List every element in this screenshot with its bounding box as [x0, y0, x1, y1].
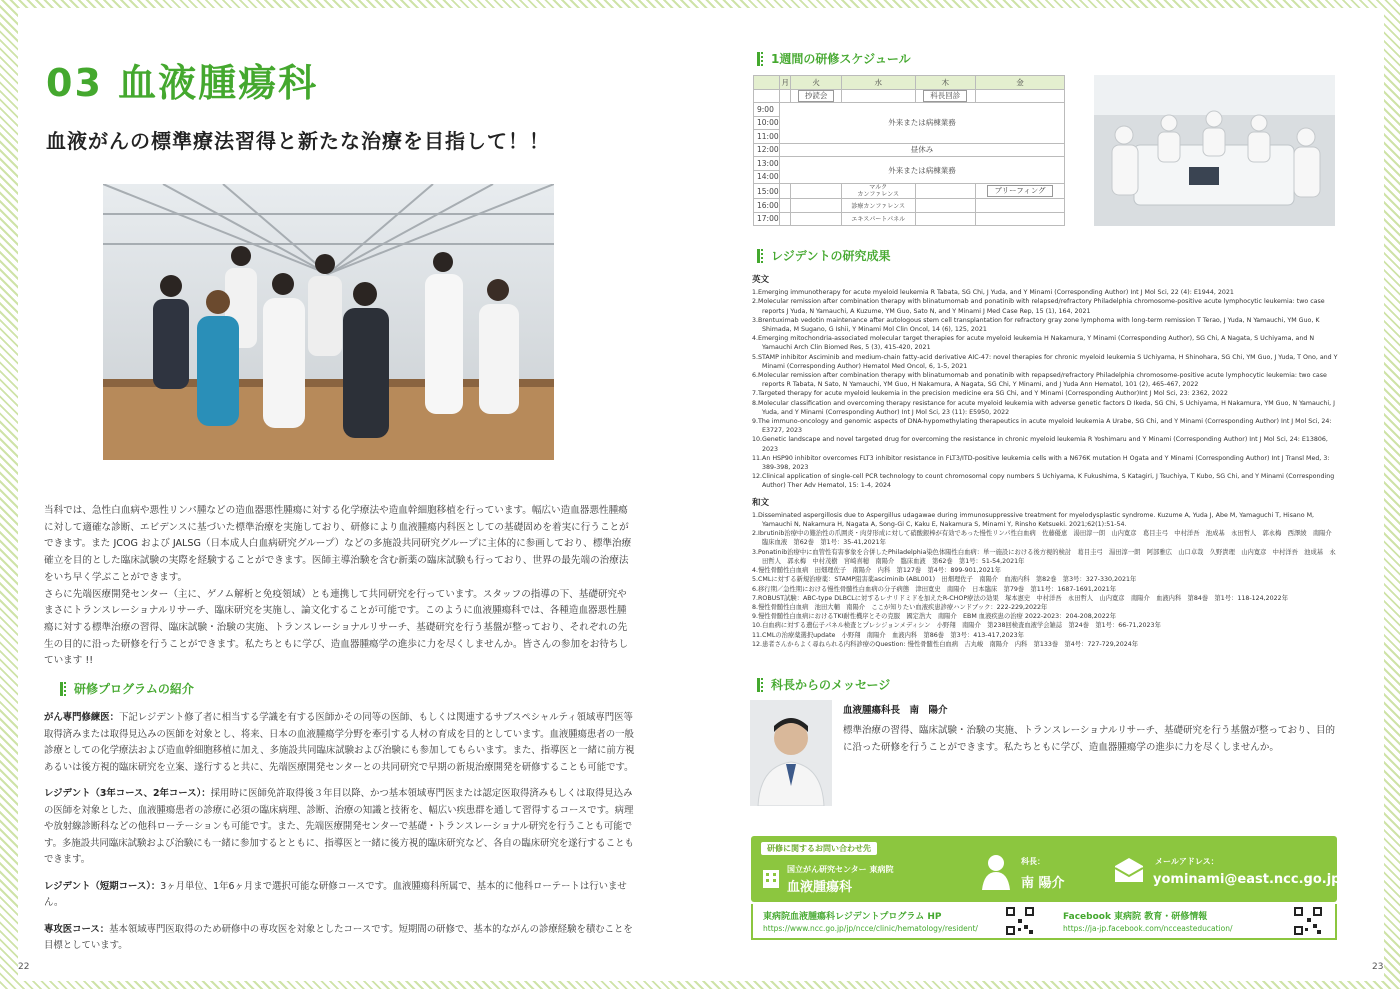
- day-wed: 水: [841, 76, 915, 90]
- english-pub-item: 10.Genetic landscape and novel targeted drug for overcoming the resistance in chronic myeloid leukemia R Yoshimaru and Y Minami (Corresponding Author) Int J Mol Sci, 24: E13806, 2023: [752, 436, 1328, 453]
- schedule-cell: [780, 184, 791, 199]
- page-number-right: 23: [1372, 962, 1384, 972]
- japanese-publications: [752, 511, 1338, 649]
- english-pub-item: 5.STAMP inhibitor Asciminib and medium-chain fatty-acid derivative AIC-47: novel therapies for chronic myeloid leukemia S Uchiyama, H Shinohara, SG Chi, YM Guo, J Yuda, T Ono, and Y Minami (Corresponding Author) Hematol Med Oncol, 6, 1-5, 2021: [752, 353, 1338, 370]
- heading-bar-icon: [757, 678, 763, 692]
- contact-box: [751, 836, 1341, 902]
- message-heading: [757, 676, 890, 693]
- time-cell: 12:00: [754, 143, 780, 157]
- japanese-heading: 和文: [752, 497, 770, 508]
- japanese-pub-item: 10.白血病に対する遺伝子パネル検査とプレシジョンメディシン 小野翔 南陽介 第238回検査血液学会雑誌 第24巻 第1号：66-71,2023年: [752, 622, 1161, 630]
- time-cell: 16:00: [754, 199, 780, 213]
- japanese-pub-item: 6.移行期／急性期における慢性骨髄性白血病の分子病態 津田寛史 南陽介 日本臨床 第79巻 第11号：1687-1691,2021年: [752, 585, 1117, 593]
- schedule-cell: [791, 184, 841, 199]
- english-pub-item: 2.Molecular remission after combination therapy with blinatumomab and ponatinib with relapsed/refractory Philadelphia chromosome-positive acute lymphocytic leukemia: two case reports J Yuda, N Yamauchi, A Kuzume, YM Guo, Sato N, and Y Minami J Med Case Rep, 15 (1), 164, 2021: [752, 298, 1325, 315]
- time-cell: 13:00: [754, 157, 780, 171]
- schedule-cell: [976, 199, 1065, 213]
- program-description: 3ヶ月単位、1年6ヶ月まで選択可能な研修コースです。血液腫瘍科所属で、基本的に他科ローテートは行いません。: [44, 880, 627, 908]
- qr-code-icon: [1293, 906, 1323, 936]
- event-outpatient-pm: 外来または病棟業務: [780, 157, 1065, 184]
- contact-mail-key: メールアドレス：: [1155, 857, 1219, 866]
- page-number-left: 22: [18, 962, 30, 972]
- english-pub-item: 4.Emerging mitochondria-associated molecular target therapies for acute myeloid leukemia H Nakamura, Y Minami (Corresponding Author), SG Chi, A Nagata, S Uchiyama, and N Yamauchi Arch Clin Biomed Res, 5 (3), 415-420, 2021: [752, 335, 1315, 352]
- program-name: レジデント（短期コース）：: [44, 880, 161, 892]
- research-heading: [757, 247, 890, 264]
- qr-code-icon: [1005, 906, 1035, 936]
- schedule-cell: [780, 212, 791, 226]
- japanese-pub-item: 11.CMLの治療薬選択update 小野翔 南陽介 血液内科 第86巻 第3号：413-417,2023年: [752, 631, 1024, 639]
- english-pub-item: 11.An HSP90 inhibitor overcomes FLT3 inhibitor resistance in FLT3/ITD-positive leukemia cells with a N676K mutation H Ogata and Y Minami (Corresponding Author) Int J Transl Med, 3: 389-398, 2023: [752, 454, 1330, 472]
- contact-person: 南 陽介: [1021, 876, 1065, 891]
- schedule-cell: [915, 199, 976, 213]
- contact-dept: 血液腫瘍科: [787, 880, 853, 895]
- japanese-pub-item: 8.慢性骨髄性白血病 池田大輔 南陽介 ここが知りたい血液疾患診療ハンドブック：222-229,2022年: [752, 603, 1048, 611]
- conference-photo: [1094, 75, 1335, 226]
- program-list: [44, 710, 636, 965]
- schedule-cell: エキスパートパネル: [841, 212, 915, 226]
- research-heading-text: レジデントの研究成果: [771, 249, 891, 263]
- schedule-row: [754, 89, 1065, 103]
- links-box: [751, 904, 1337, 940]
- time-cell: 14:00: [754, 170, 780, 184]
- contact-person-key: 科長：: [1021, 857, 1045, 866]
- program-item: [44, 786, 636, 869]
- event-outpatient-am: 外来または病棟業務: [780, 103, 1065, 144]
- intro-text: [44, 503, 636, 670]
- schedule-row: [754, 212, 1065, 226]
- english-publications: [752, 288, 1338, 490]
- page-spine: [680, 8, 720, 981]
- time-cell: 9:00: [754, 103, 780, 117]
- weekly-schedule: [753, 75, 1065, 226]
- schedule-heading: [757, 50, 911, 67]
- program-description: 基本領域専門医取得のため研修中の専攻医を対象としたコースです。短期間の研修で、基本的ながんの診療経験を積むことを目標としています。: [44, 923, 633, 951]
- day-mon: 月: [780, 76, 791, 90]
- link1-title: 東病院血液腫瘍科レジデントプログラム HP: [763, 912, 942, 922]
- time-cell: [754, 89, 780, 103]
- chief-message: 標準治療の習得、臨床試験・治験の実施、トランスレーショナルリサーチ、基礎研究を行う基盤が整っており、目的に沿った研修を行うことができます。私たちともに学び、造血器腫瘍学の進歩に力を尽くしませんか。: [843, 725, 1336, 753]
- event-briefing: ブリーフィング: [987, 185, 1052, 197]
- program-heading: [60, 680, 194, 697]
- heading-bar-icon: [60, 682, 66, 696]
- schedule-cell: [976, 212, 1065, 226]
- day-fri: 金: [976, 76, 1065, 90]
- schedule-cell: [915, 89, 976, 103]
- contact-org: 国立がん研究センター 東病院: [787, 865, 894, 874]
- japanese-pub-item: 9.慢性骨髄性白血病におけるTKI耐性機序とその克服 國定浩大 南陽介 EBM 血液疾患の治療 2022-2023：204-208,2022年: [752, 613, 1117, 621]
- contact-mail[interactable]: yominami@east.ncc.go.jp: [1153, 872, 1341, 887]
- english-pub-item: 3.Brentuximab vedotin maintenance after autologous stem cell transplantation for refractory gray zone lymphoma with long-term remission T Terao, J Yuda, N Yamauchi, YM Guo, K Shimada, M Sugano, G Ishii, Y Minami Mol Clin Oncol, 14 (6), 125, 2021: [752, 316, 1320, 334]
- link2-title: Facebook 東病院 教育・研修情報: [1063, 912, 1208, 922]
- japanese-pub-item: 2.Ibrutinib治療中の難治性の爪囲炎・肉芽形成に対して硝酸銀棒が有効であった慢性リンパ性白血病 佐藤優恵 湯田淳一朗 山内寛彦 葛目圭弓 中村洋吾 池成基 永田哲人 郭永梅 西澤綾 南陽介 臨床血液 第62巻 第1号：35-41,2021年: [752, 530, 1339, 547]
- schedule-corner: [754, 76, 780, 90]
- japanese-pub-item: 5.CMLに対する新規治療薬：STAMP阻害薬asciminib (ABL001) 田畑理佐子 南陽介 血液内科 第82巻 第3号：327-330,2021年: [752, 576, 1137, 584]
- english-pub-item: 6.Molecular remission after combination therapy with blinatumomab and ponatinib with repapsed/refractory Philadelphia chromosome-positive acute lymphocytic leukemia: two case reports R Tabata, N Sato, N Yamauchi, YM Guo, H Nakamura, A Nagata, SG Chi, Y Minami, and J Yuda Ann Hematol, 101 (2), 465-467, 2022: [752, 372, 1327, 389]
- english-pub-item: 7.Targeted therapy for acute myeloid leukemia in the precision medicine era SG Chi, and Y Minami (Corresponding Author)Int J Mol Sci, 23: 2362, 2022: [752, 390, 1228, 398]
- schedule-row: [754, 184, 1065, 199]
- japanese-pub-item: 3.Ponatinib治療中に血管性有害事象を合併したPhiladelphia染色体陽性白血病：単一施設における後方視的検討 葛目圭弓 湯田淳一朗 阿部雅広 山口卓哉 久野貴理 山内寛彦 中村洋吾 池成基 永田哲人 郭永梅 中村茂樹 宮崎喜穂 南陽介 臨床血液 第62巻 第1号：51-54,2021年: [752, 548, 1336, 565]
- english-pub-item: 8.Molecular classification and overcoming therapy resistance for acute myeloid leukemia with adverse genetic factors D Ikeda, SG Chi, S Uchiyama, H Nakamura, YM Guo, N Yamauchi, J Yuda, and Y Minami (Corresponding Author) Int J Mol Sci, 23 (11): E5950, 2022: [752, 399, 1335, 416]
- english-pub-item: 12.Clinical application of single-cell PCR technology to count chromosomal copy numbers S Uchiyama, K Fukushima, S Katagiri, J Tsuchiya, T Kubo, SG Chi, and Y Minami (Corresponding Author) Ther Adv Hematol, 15: 1-4, 2024: [752, 473, 1335, 490]
- schedule-cell: [976, 89, 1065, 103]
- schedule-cell: [915, 184, 976, 199]
- time-cell: 11:00: [754, 130, 780, 144]
- page-title: 03 血液腫瘍科: [46, 61, 319, 105]
- contact-label: 研修に関するお問い合わせ先: [761, 842, 877, 855]
- event-journal-club: 抄読会: [798, 90, 835, 102]
- schedule-cell: [780, 199, 791, 213]
- mail-icon: [1113, 856, 1145, 884]
- schedule-row: [754, 143, 1065, 157]
- schedule-cell: [791, 212, 841, 226]
- japanese-pub-item: 1.Disseminated aspergillosis due to Aspergillus udagawae during immunosuppressive treatment for myelodysplastic syndrome. Kuzume A, Yuda J, Abe M, Yamaguchi T, Hisano M, Yamauchi N, Nakamura H, Nagata A, Song-Gi C, Kaku E, Nakamura S, Minami Y, Rinsho Ketsueki. 2021;62(1):51-54.: [752, 511, 1315, 529]
- english-heading: 英文: [752, 275, 770, 285]
- time-cell: 15:00: [754, 184, 780, 199]
- schedule-cell: [791, 199, 841, 213]
- team-photo: [103, 184, 554, 460]
- program-description: 下記レジデント修了者に相当する学識を有する医師かその同等の医師、もしくは関連するサブスペシャルティ領域専門医等取得済みまたは取得見込みの医師を対象とし、将来、日本の血液腫瘍学分野を牽引する人材の育成を目的としています。血液腫瘍患者の一般診療としての化学療法および造血幹細胞移植に加え、多施設共同臨床試験および治験にも参加してもらいます。また、指導医と一緒に前方視あるいは後方視的臨床研究を立案、遂行すると共に、先端医療開発センターとの共同研究で早期の新規治療開発を研修することも可能です。: [44, 712, 635, 773]
- program-heading-text: 研修プログラムの紹介: [74, 682, 194, 696]
- program-item: [44, 922, 636, 955]
- day-tue: 火: [791, 76, 841, 90]
- schedule-cell: [841, 89, 915, 103]
- research-list: [752, 276, 1338, 649]
- japanese-pub-item: 12.患者さんからよく尋ねられる内科診療のQuestion: 慢性骨髄性白血病 吉丸峻 南陽介 内科 第133巻 第4号：727-729,2024年: [752, 640, 1139, 648]
- intro-paragraph-2: さらに先端医療開発センター（主に、ゲノム解析と免疫領域）とも連携して共同研究を行っています。スタッフの指導の下、基礎研究やまさにトランスレーショナルリサーチ、臨床研究を実施し、論文化することが可能です。このように血液腫瘍科では、各種造血器悪性腫瘍に対する標準治療の習得、臨床試験・治験の実施、トランスレーショナルリサーチ、基礎研究を行う基盤が整っており、それぞれの先生の目的に沿った研修を行うことができます。私たちともに学び、造血器腫瘍学の進歩に力を尽くしませんか。皆さんの参加をお待ちしています !!: [44, 588, 629, 667]
- time-cell: 17:00: [754, 212, 780, 226]
- schedule-row: [754, 157, 1065, 171]
- program-name: レジデント（3年コース、2年コース）：: [44, 788, 211, 799]
- link1-url[interactable]: https://www.ncc.go.jp/jp/ncce/clinic/hematology/resident/: [763, 924, 978, 933]
- schedule-cell: [780, 89, 791, 103]
- japanese-pub-item: 7.ROBUST試験：ABC-type DLBCLに対するレナリドミドを加えたR-CHOP療法の効果 塚本憲史 中村洋吾 永田哲人 山内寛彦 南陽介 血液内科 第84巻 第1号：118-124,2022年: [752, 594, 1288, 602]
- chief-portrait: [750, 700, 832, 806]
- schedule-row: [754, 199, 1065, 213]
- person-icon: [979, 852, 1013, 890]
- schedule-row: [754, 103, 1065, 117]
- program-name: 専攻医コース：: [44, 923, 110, 935]
- intro-paragraph-1: 当科では、急性白血病や悪性リンパ腫などの造血器悪性腫瘍に対する化学療法や造血幹細胞移植を行っています。幅広い造血器悪性腫瘍に対して適確な診断、エビデンスに基づいた標準治療を実施しており、研修により血液腫瘍内科医としての基礎固めを着実に行うことができます。また JCOG および JALSG（日本成人白血病研究グループ）などの多施設共同研究グループに主体的に参画しており、標準治療確立を目的とした臨床試験の実際を経験することができます。医師主導治験を含む新薬の臨床試験も行っており、世界の最先端の治療法をいち早く学ぶことができます。: [44, 505, 632, 583]
- time-cell: 10:00: [754, 116, 780, 130]
- event-lunch: 昼休み: [780, 143, 1065, 157]
- schedule-cell: 診療カンファレンス: [841, 199, 915, 213]
- link2-url[interactable]: https://ja-jp.facebook.com/ncceasteducation/: [1063, 924, 1233, 933]
- message-heading-text: 科長からのメッセージ: [771, 678, 891, 692]
- schedule-cell: マルク カンファレンス: [841, 184, 915, 199]
- event-rounds: 科長回診: [923, 90, 967, 102]
- program-item: [44, 879, 636, 912]
- japanese-pub-item: 4.慢性骨髄性白血病 田畑理佐子 南陽介 内科 第127巻 第4号：899-901,2021年: [752, 567, 1001, 575]
- schedule-day-row: [754, 76, 1065, 90]
- heading-bar-icon: [757, 249, 763, 263]
- schedule-cell: [791, 89, 841, 103]
- english-pub-item: 9.The immuno-oncology and genomic aspects of DNA-hypomethylating therapeutics in acute myeloid leukemia A Urabe, SG Chi, and Y Minami (Corresponding Author) Int J Mol Sci, 24: E3727, 2023: [752, 418, 1332, 435]
- schedule-cell: [976, 184, 1065, 199]
- schedule-heading-text: 1週間の研修スケジュール: [771, 52, 911, 66]
- page-subtitle: 血液がんの標準療法習得と新たな治療を目指して！！: [46, 129, 550, 153]
- building-icon: [761, 866, 781, 888]
- chief-name: 血液腫瘍科長 南 陽介: [843, 705, 948, 716]
- program-description: 採用時に医師免許取得後３年目以降、かつ基本領域専門医または認定医取得済みもしくは取得見込みの医師を対象とした、血液腫瘍患者の診療に必須の臨床病理、診断、治療の知識と技術を、幅広い疾患群を通して習得するコースです。病理や放射線診断科などの他科ローテーションも可能です。また、先端医療開発センターで基礎・トランスレーショナル研究を行うことも可能です。多施設共同臨床試験および治験にも一緒に参加するとともに、指導医と一緒に後方視的臨床研究など、各自の臨床研究を遂行することもできます。: [44, 788, 634, 865]
- english-pub-item: 1.Emerging immunotherapy for acute myeloid leukemia R Tabata, SG Chi, J Yuda, and Y Minami (Corresponding Author) Int J Mol Sci, 22 (4): E1944, 2021: [752, 289, 1234, 297]
- schedule-cell: [915, 212, 976, 226]
- program-name: がん専門修練医：: [44, 712, 120, 723]
- program-item: [44, 710, 636, 776]
- heading-bar-icon: [757, 52, 763, 66]
- day-thu: 木: [915, 76, 976, 90]
